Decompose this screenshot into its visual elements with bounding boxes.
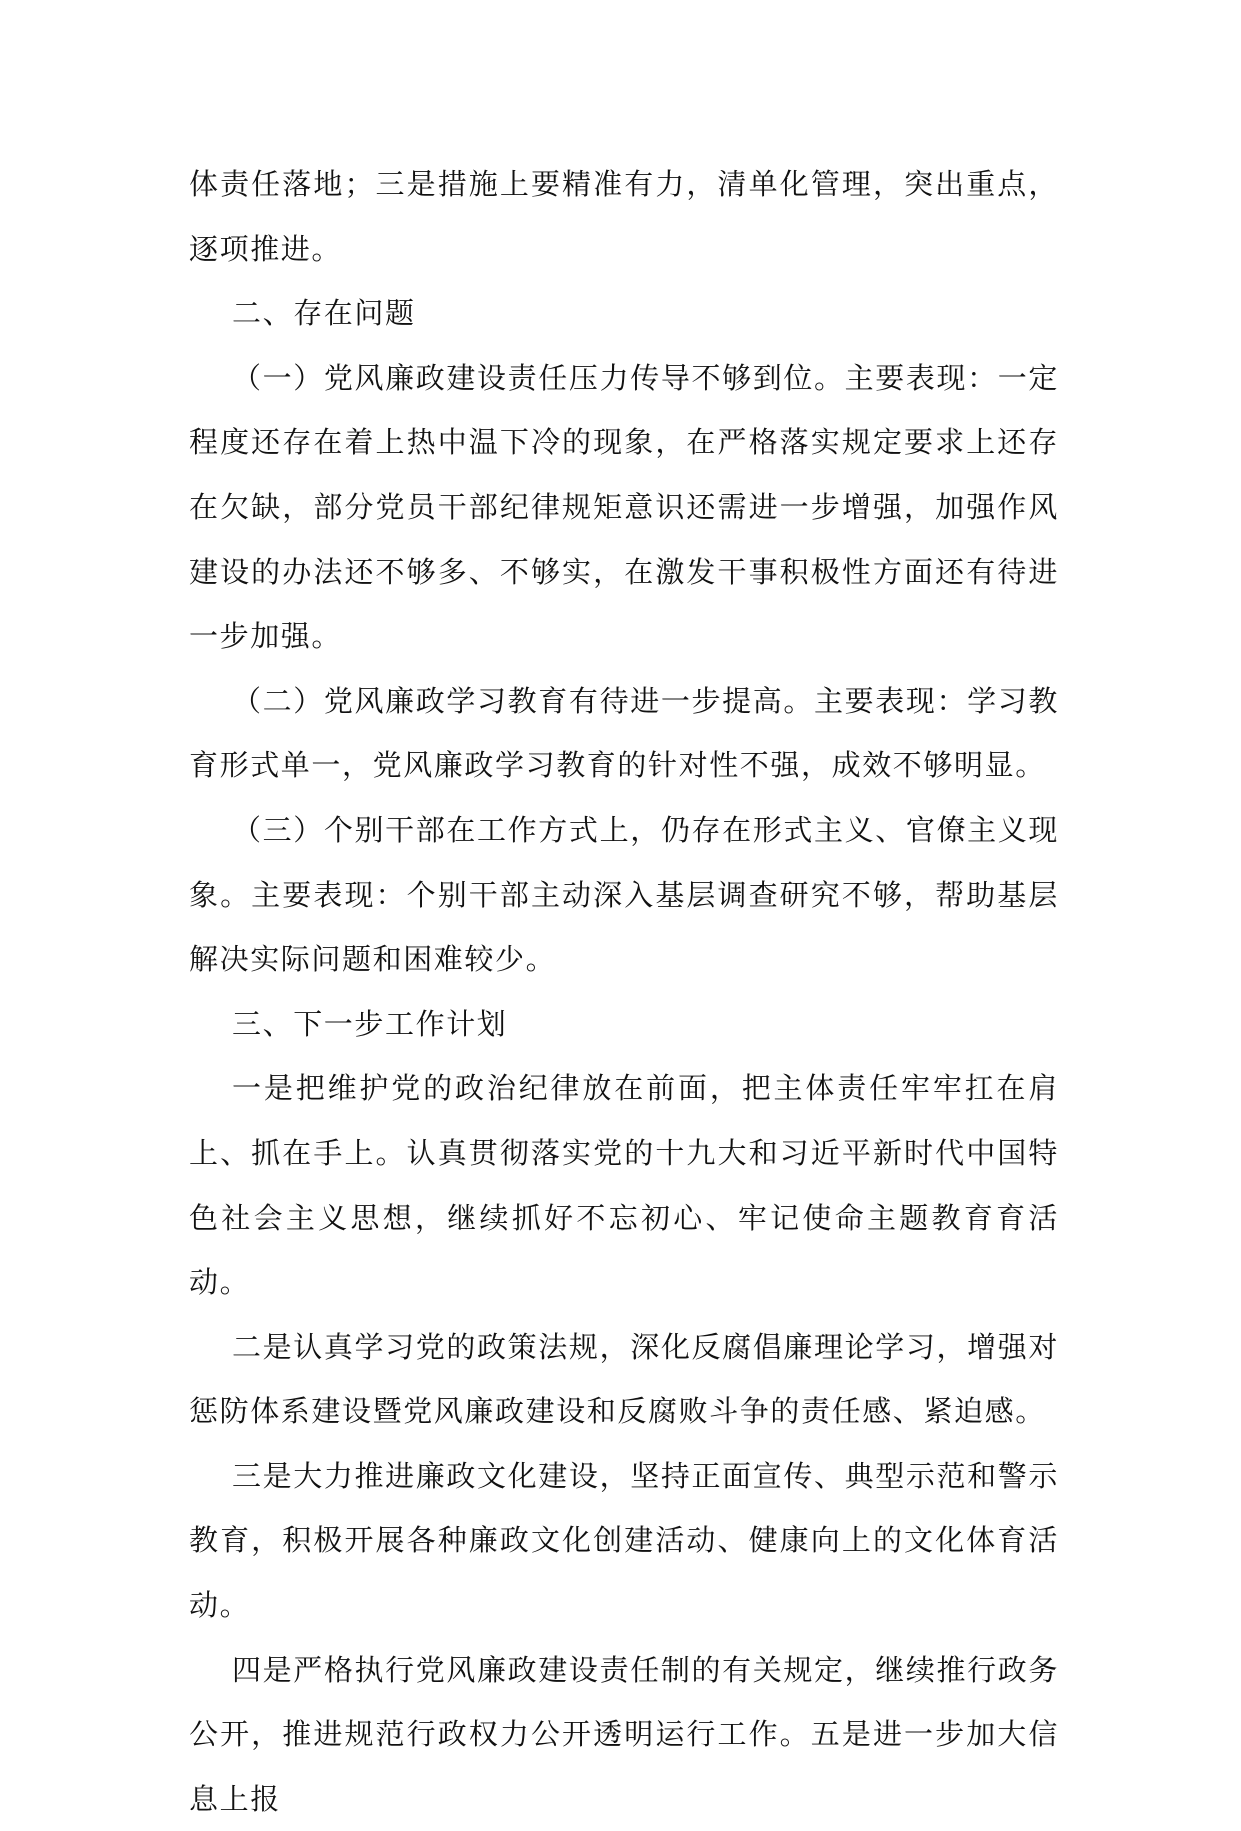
- paragraph-plan-3: 三是大力推进廉政文化建设，坚持正面宣传、典型示范和警示教育，积极开展各种廉政文化创建活动、健康向上的文化体育活动。: [189, 1458, 1059, 1623]
- paragraph-problem-1: （一）党风廉政建设责任压力传导不够到位。主要表现：一定程度还存在着上热中温下冷的现象，在严格落实规定要求上还存在欠缺，部分党员干部纪律规矩意识还需进一步增强，加强作风建设的办法还不够多、不够实，在激发干事积极性方面还有待进一步加强。: [189, 360, 1059, 654]
- section-heading-problems: 二、存在问题: [232, 296, 416, 331]
- paragraph-continuation: 体责任落地；三是措施上要精准有力，清单化管理，突出重点，逐项推进。: [189, 167, 1059, 266]
- paragraph-problem-3: （三）个别干部在工作方式上，仍存在形式主义、官僚主义现象。主要表现：个别干部主动深入基层调查研究不够，帮助基层解决实际问题和困难较少。: [189, 812, 1059, 977]
- paragraph-plan-4: 四是严格执行党风廉政建设责任制的有关规定，继续推行政务公开，推进规范行政权力公开透明运行工作。五是进一步加大信息上报: [189, 1652, 1059, 1816]
- section-heading-plan: 三、下一步工作计划: [232, 1006, 508, 1041]
- paragraph-problem-2: （二）党风廉政学习教育有待进一步提高。主要表现：学习教育形式单一，党风廉政学习教育的针对性不强，成效不够明显。: [189, 683, 1059, 783]
- paragraph-plan-2: 二是认真学习党的政策法规，深化反腐倡廉理论学习，增强对惩防体系建设暨党风廉政建设和反腐败斗争的责任感、紧迫感。: [189, 1329, 1059, 1429]
- document-page: [189, 152, 1059, 1831]
- paragraph-plan-1: 一是把维护党的政治纪律放在前面，把主体责任牢牢扛在肩上、抓在手上。认真贯彻落实党的十九大和习近平新时代中国特色社会主义思想，继续抓好不忘初心、牢记使命主题教育育活动。: [189, 1071, 1059, 1300]
